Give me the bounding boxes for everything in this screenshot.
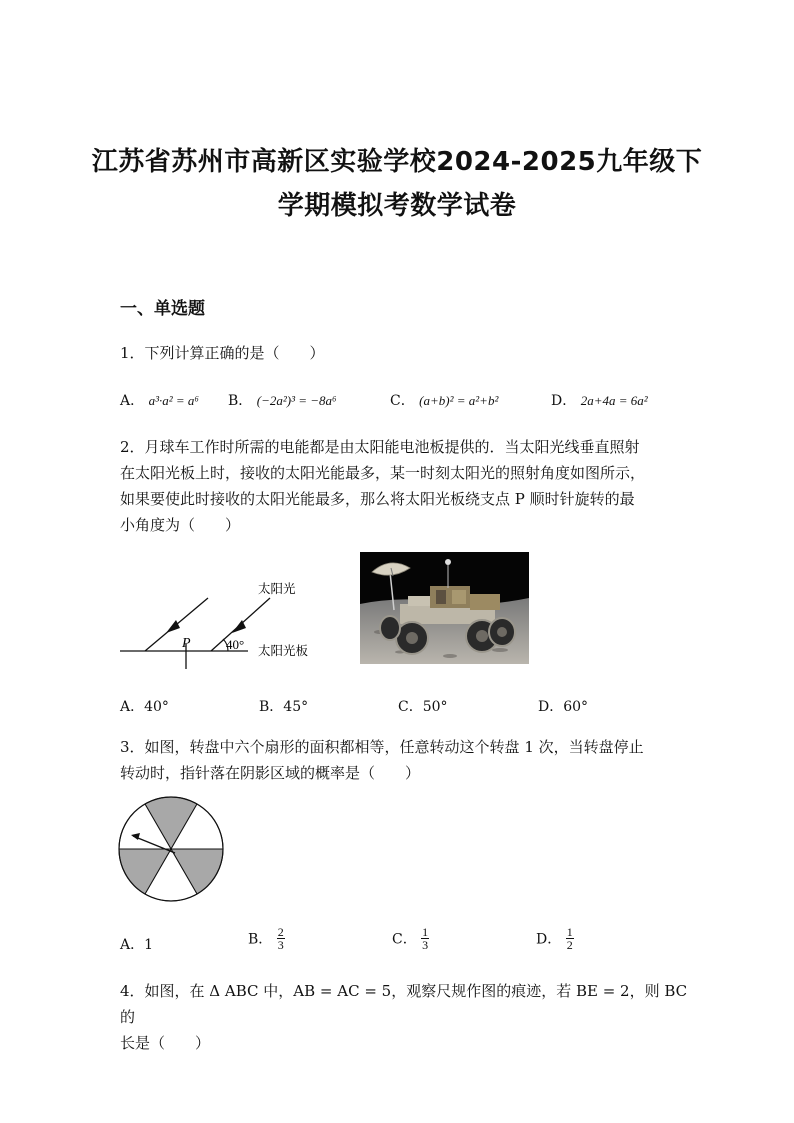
q1-option-d[interactable] <box>551 390 648 410</box>
sun-angle-figure <box>118 572 333 672</box>
angle-label: 40° <box>226 637 245 652</box>
q4-line: 长是（ ） <box>120 1034 211 1052</box>
q1-option-c[interactable] <box>390 390 498 410</box>
option-letter: C． <box>390 393 415 409</box>
q1-option-a[interactable] <box>120 390 199 410</box>
q1-b-expression: (−2a²)³ = −8a⁶ <box>256 393 337 408</box>
q3-line: 3．如图，转盘中六个扇形的面积都相等，任意转动这个转盘 1 次，当转盘停止 <box>120 738 644 756</box>
q1-d-expression: 2a+4a = 6a² <box>580 393 648 408</box>
question-2-stem <box>120 434 690 538</box>
q1-c-expression: (a+b)² = a²+b² <box>419 393 499 408</box>
fraction-one-half: $\frac{1}{2}$ <box>566 925 573 952</box>
spinner-figure <box>118 796 226 902</box>
q2-option-d[interactable]: D．60° <box>538 699 589 715</box>
fraction-one-third: $\frac{1}{3}$ <box>422 925 429 952</box>
fraction-two-thirds: $\frac{2}{3}$ <box>277 925 284 952</box>
option-letter: B． <box>248 931 273 948</box>
q1-a-expression: a³·a² = a⁶ <box>148 393 199 408</box>
page-title-line1: 江苏省苏州市高新区实验学校2024-2025九年级下 <box>91 147 703 177</box>
q2-option-b[interactable]: B．45° <box>259 699 309 715</box>
q3-line: 转动时，指针落在阴影区域的概率是（ ） <box>120 764 421 782</box>
panel-label: 太阳光板 <box>258 643 309 658</box>
q2-line: 小角度为（ ） <box>120 516 241 534</box>
option-letter: A． <box>120 393 145 409</box>
option-letter: D． <box>536 931 562 948</box>
q3-option-a[interactable]: A．1 <box>120 937 154 953</box>
sunlight-label: 太阳光 <box>258 581 296 596</box>
question-3-stem <box>120 734 690 786</box>
q1-option-b[interactable] <box>228 390 337 410</box>
q3-option-c[interactable] <box>392 926 429 951</box>
option-letter: D． <box>551 393 577 409</box>
q2-option-c[interactable]: C．50° <box>398 699 448 715</box>
option-letter: B． <box>228 393 253 409</box>
q4-line: 4．如图，在 Δ ABC 中，AB = AC = 5，观察尺规作图的痕迹，若 BE = 2，则 BC 的 <box>120 982 688 1026</box>
q3-option-d[interactable] <box>536 926 574 951</box>
question-4-stem <box>120 978 690 1056</box>
q2-option-a[interactable]: A．40° <box>120 699 169 715</box>
question-1-stem: 1．下列计算正确的是（ ） <box>120 344 325 362</box>
q2-line: 在太阳光板上时，接收的太阳光能最多，某一时刻太阳光的照射角度如图所示， <box>120 464 646 482</box>
page-title-line2: 学期模拟考数学试卷 <box>277 191 517 221</box>
point-p-label: P <box>182 636 191 651</box>
option-letter: C． <box>392 931 417 948</box>
section-heading: 一、单选题 <box>120 299 205 319</box>
q2-line: 2．月球车工作时所需的电能都是由太阳能电池板提供的．当太阳光线垂直照射 <box>120 438 640 456</box>
q2-line: 如果要使此时接收的太阳光能最多，那么将太阳光板绕支点 P 顺时针旋转的最 <box>120 490 635 508</box>
lunar-rover-photo <box>360 552 529 664</box>
arrow-icon <box>166 620 180 633</box>
q3-option-b[interactable] <box>248 926 285 951</box>
